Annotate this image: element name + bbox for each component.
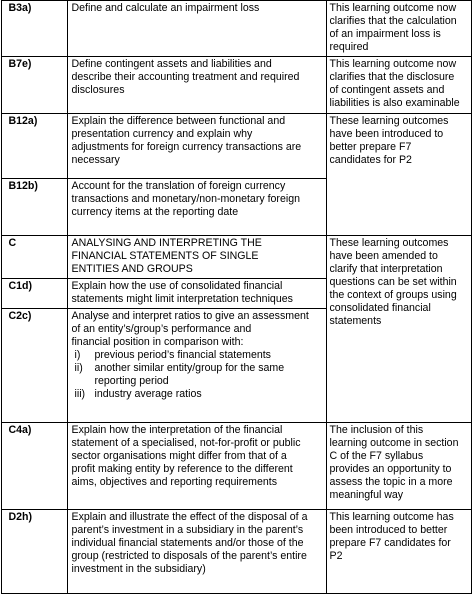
note-line: provides an opportunity to bbox=[329, 463, 452, 475]
table-row bbox=[1, 57, 471, 114]
note-line: clarifies that the calculation bbox=[329, 15, 457, 27]
outcome-description bbox=[67, 423, 326, 510]
change-note bbox=[326, 57, 471, 114]
note-line: meaningful way bbox=[329, 489, 404, 501]
list-item bbox=[72, 388, 322, 401]
desc-line: Account for the translation of foreign currency bbox=[71, 180, 286, 192]
note-line: have been introduced to bbox=[329, 128, 444, 140]
note-line: of contingent assets and bbox=[329, 84, 445, 96]
table-row bbox=[1, 114, 471, 179]
note-line: clarify that interpretation bbox=[329, 263, 443, 275]
list-item-text: another similar entity/group for the same bbox=[94, 362, 285, 374]
desc-line: FINANCIAL STATEMENTS OF SINGLE bbox=[71, 250, 259, 262]
desc-line: currency items at the reporting date bbox=[71, 206, 239, 218]
outcome-code: C4a) bbox=[1, 423, 67, 510]
note-line: The inclusion of this bbox=[329, 424, 424, 436]
list-marker: i) bbox=[74, 349, 81, 361]
syllabus-changes-table bbox=[1, 0, 472, 594]
desc-line: Define and calculate an impairment loss bbox=[71, 2, 260, 14]
note-line: C of the F7 syllabus bbox=[329, 450, 424, 462]
list-item bbox=[72, 362, 322, 375]
desc-line: aims, objectives and reporting requirements bbox=[71, 476, 278, 488]
table-row bbox=[1, 510, 471, 594]
outcome-code: C1d) bbox=[1, 279, 67, 309]
outcome-code: B7e) bbox=[1, 57, 67, 114]
desc-line: statement of a specialised, not-for-profit or public bbox=[71, 437, 301, 449]
table-row bbox=[1, 1, 471, 57]
desc-line: individual financial statements and/or those of the bbox=[71, 537, 304, 549]
outcome-description bbox=[67, 510, 326, 594]
desc-line: presentation currency and explain why bbox=[71, 128, 253, 140]
outcome-code: C bbox=[1, 236, 67, 279]
desc-line: investment in the subsidiary) bbox=[71, 563, 206, 575]
note-line: prepare F7 candidates for bbox=[329, 537, 451, 549]
note-line: required bbox=[329, 41, 369, 53]
list-item-text: industry average ratios bbox=[94, 388, 202, 400]
desc-line: sector organisations might differ from that of a bbox=[71, 450, 287, 462]
note-line: P2 bbox=[329, 550, 343, 562]
change-note bbox=[326, 236, 471, 423]
change-note bbox=[326, 1, 471, 57]
desc-line: Explain the difference between functional and bbox=[71, 115, 286, 127]
outcome-description bbox=[67, 309, 326, 423]
desc-line: Explain and illustrate the effect of the disposal of a bbox=[71, 511, 308, 523]
desc-line: financial position in comparison with: bbox=[71, 336, 244, 348]
note-line: learning outcome in section bbox=[329, 437, 459, 449]
desc-line: transactions and monetary/non-monetary foreign bbox=[71, 193, 300, 205]
list-marker: ii) bbox=[74, 362, 83, 374]
desc-line: statements might limit interpretation techniques bbox=[71, 293, 293, 305]
list-item-text: previous period’s financial statements bbox=[94, 349, 271, 361]
desc-line: disclosures bbox=[71, 84, 125, 96]
table-row bbox=[1, 236, 471, 279]
note-line: questions can be set within bbox=[329, 276, 457, 288]
outcome-code: D2h) bbox=[1, 510, 67, 594]
desc-line: ANALYSING AND INTERPRETING THE bbox=[71, 237, 262, 249]
note-line: This learning outcome now bbox=[329, 2, 457, 14]
note-line: statements bbox=[329, 315, 382, 327]
desc-line: profit making entity by reference to the different bbox=[71, 463, 293, 475]
outcome-description bbox=[67, 279, 326, 309]
outcome-code: B12a) bbox=[1, 114, 67, 179]
note-line: assess the topic in a more bbox=[329, 476, 453, 488]
desc-line: of an entity’s/group’s performance and bbox=[71, 323, 252, 335]
outcome-description bbox=[67, 114, 326, 179]
note-line: of an impairment loss is bbox=[329, 28, 441, 40]
desc-line: Explain how the interpretation of the financial bbox=[71, 424, 283, 436]
note-line: This learning outcome now bbox=[329, 58, 457, 70]
change-note bbox=[326, 423, 471, 510]
outcome-description bbox=[67, 179, 326, 236]
note-line: This learning outcome has bbox=[329, 511, 454, 523]
change-note bbox=[326, 114, 471, 236]
list-item-text: reporting period bbox=[94, 375, 169, 387]
desc-line: necessary bbox=[71, 154, 120, 166]
outcome-description bbox=[67, 236, 326, 279]
change-note bbox=[326, 510, 471, 594]
desc-line: adjustments for foreign currency transactions are bbox=[71, 141, 302, 153]
outcome-description bbox=[67, 57, 326, 114]
note-line: liabilities is also examinable bbox=[329, 97, 460, 109]
note-line: better prepare F7 bbox=[329, 141, 412, 153]
note-line: been introduced to better bbox=[329, 524, 448, 536]
note-line: consolidated financial bbox=[329, 302, 431, 314]
note-line: clarifies that the disclosure bbox=[329, 71, 455, 83]
note-line: candidates for P2 bbox=[329, 154, 412, 166]
outcome-code: C2c) bbox=[1, 309, 67, 423]
note-line: These learning outcomes bbox=[329, 237, 449, 249]
outcome-code: B3a) bbox=[1, 1, 67, 57]
outcome-description bbox=[67, 1, 326, 57]
note-line: have been amended to bbox=[329, 250, 438, 262]
desc-line: ENTITIES AND GROUPS bbox=[71, 263, 193, 275]
list-marker: iii) bbox=[74, 388, 86, 400]
table-row bbox=[1, 423, 471, 510]
desc-line: Explain how the use of consolidated financial bbox=[71, 280, 283, 292]
desc-line: describe their accounting treatment and required bbox=[71, 71, 300, 83]
desc-line: parent’s investment in a subsidiary in the parent’s bbox=[71, 524, 304, 536]
outcome-code: B12b) bbox=[1, 179, 67, 236]
note-line: These learning outcomes bbox=[329, 115, 449, 127]
desc-line: group (restricted to disposals of the parent’s entire bbox=[71, 550, 307, 562]
list-item bbox=[72, 349, 322, 362]
desc-line: Define contingent assets and liabilities and bbox=[71, 58, 272, 70]
list-item bbox=[72, 375, 322, 388]
desc-line: Analyse and interpret ratios to give an assessment bbox=[71, 310, 309, 322]
note-line: the context of groups using bbox=[329, 289, 457, 301]
